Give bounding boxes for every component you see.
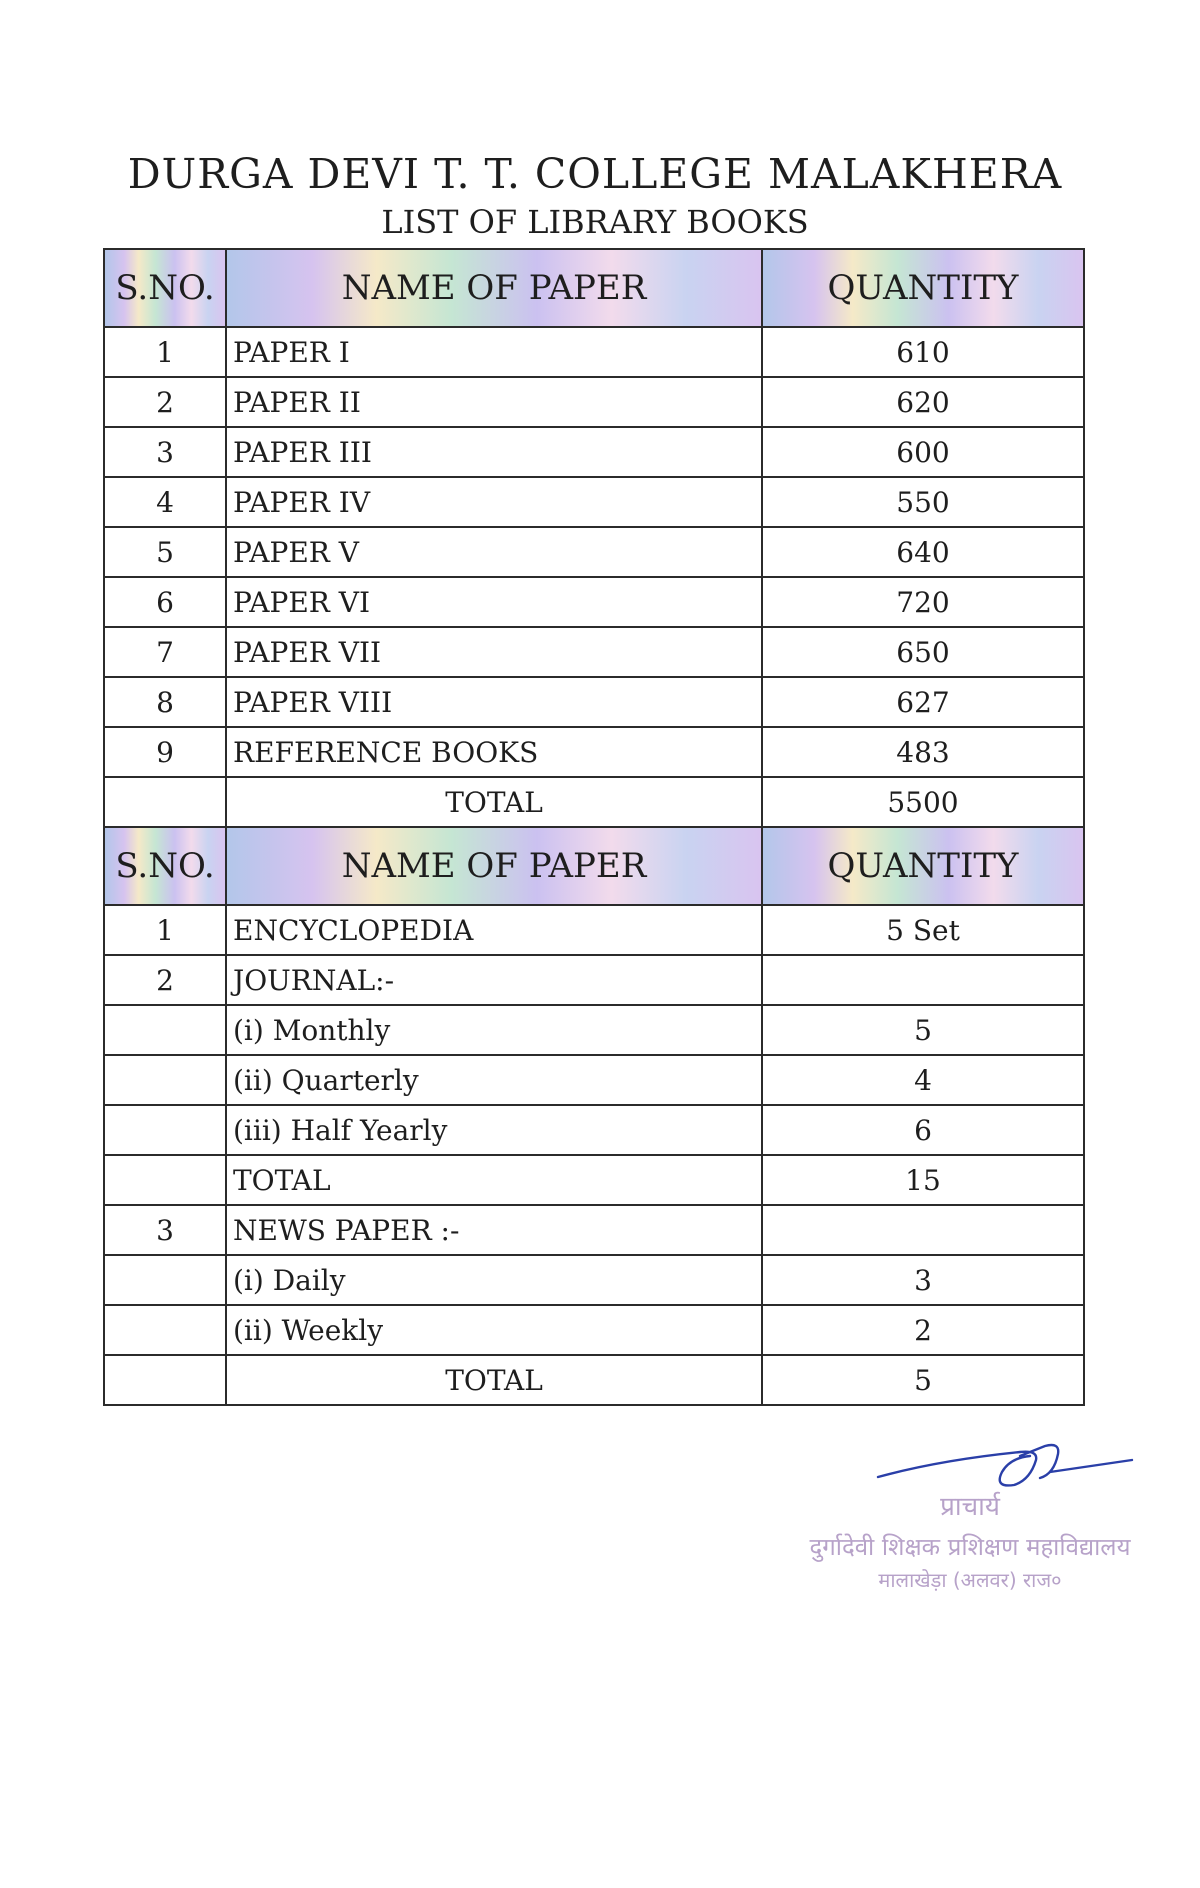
table-row (104, 1005, 1084, 1055)
total-value: 5 (762, 1355, 1084, 1405)
header-name: NAME OF PAPER (226, 249, 762, 327)
row-quantity: 550 (762, 477, 1084, 527)
header-quantity: QUANTITY (762, 249, 1084, 327)
table-row (104, 577, 1084, 627)
row-sno: 9 (104, 727, 226, 777)
row-name: PAPER I (226, 327, 762, 377)
row-name: PAPER III (226, 427, 762, 477)
row-sno: 5 (104, 527, 226, 577)
table-row (104, 1105, 1084, 1155)
row-name: (i) Daily (226, 1255, 762, 1305)
table-row (104, 527, 1084, 577)
row-sno (104, 1105, 226, 1155)
row-quantity: 5 Set (762, 905, 1084, 955)
table-row (104, 627, 1084, 677)
total-row (104, 777, 1084, 827)
header-row (104, 249, 1084, 327)
header-row (104, 827, 1084, 905)
row-quantity (762, 955, 1084, 1005)
table-row (104, 1155, 1084, 1205)
row-quantity: 650 (762, 627, 1084, 677)
row-quantity (762, 1205, 1084, 1255)
row-quantity: 600 (762, 427, 1084, 477)
row-sno: 2 (104, 955, 226, 1005)
row-quantity: 620 (762, 377, 1084, 427)
header-sno: S.NO. (104, 249, 226, 327)
library-books-table-body (104, 249, 1084, 1405)
total-row (104, 1355, 1084, 1405)
row-name: (ii) Weekly (226, 1305, 762, 1355)
row-name: PAPER IV (226, 477, 762, 527)
table-row (104, 1055, 1084, 1105)
row-name: TOTAL (226, 1155, 762, 1205)
row-sno: 2 (104, 377, 226, 427)
row-quantity: 627 (762, 677, 1084, 727)
table-row (104, 1205, 1084, 1255)
row-quantity: 720 (762, 577, 1084, 627)
row-quantity: 483 (762, 727, 1084, 777)
table-row (104, 477, 1084, 527)
header-sno: S.NO. (104, 827, 226, 905)
document-subtitle: LIST OF LIBRARY BOOKS (381, 203, 809, 241)
table-row (104, 377, 1084, 427)
row-name: PAPER VI (226, 577, 762, 627)
row-sno: 8 (104, 677, 226, 727)
seal-line-2: दुर्गादेवी शिक्षक प्रशिक्षण महाविद्यालय (809, 1533, 1131, 1561)
row-name: (iii) Half Yearly (226, 1105, 762, 1155)
row-quantity: 4 (762, 1055, 1084, 1105)
row-sno: 3 (104, 1205, 226, 1255)
row-sno (104, 1255, 226, 1305)
row-quantity: 15 (762, 1155, 1084, 1205)
row-name: (ii) Quarterly (226, 1055, 762, 1105)
row-sno: 6 (104, 577, 226, 627)
row-name: JOURNAL:- (226, 955, 762, 1005)
table-row (104, 677, 1084, 727)
table-row (104, 327, 1084, 377)
row-quantity: 610 (762, 327, 1084, 377)
table-row (104, 427, 1084, 477)
total-value: 5500 (762, 777, 1084, 827)
row-sno: 7 (104, 627, 226, 677)
row-sno (104, 1055, 226, 1105)
table-row (104, 1305, 1084, 1355)
header-name: NAME OF PAPER (226, 827, 762, 905)
row-sno: 3 (104, 427, 226, 477)
row-quantity: 6 (762, 1105, 1084, 1155)
row-name: REFERENCE BOOKS (226, 727, 762, 777)
row-sno: 4 (104, 477, 226, 527)
table-row (104, 727, 1084, 777)
total-label: TOTAL (226, 1355, 762, 1405)
row-quantity: 2 (762, 1305, 1084, 1355)
row-quantity: 5 (762, 1005, 1084, 1055)
row-quantity: 3 (762, 1255, 1084, 1305)
row-name: PAPER VII (226, 627, 762, 677)
row-name: PAPER V (226, 527, 762, 577)
table-row (104, 955, 1084, 1005)
total-label: TOTAL (226, 777, 762, 827)
seal-line-1: प्राचार्य (940, 1492, 1000, 1522)
table-row (104, 1255, 1084, 1305)
row-name: PAPER VIII (226, 677, 762, 727)
seal-line-3: मालाखेड़ा (अलवर) राज० (878, 1568, 1062, 1592)
row-name: (i) Monthly (226, 1005, 762, 1055)
total-sno-empty (104, 1355, 226, 1405)
table-row (104, 905, 1084, 955)
row-sno: 1 (104, 327, 226, 377)
row-sno (104, 1305, 226, 1355)
row-name: NEWS PAPER :- (226, 1205, 762, 1255)
college-title: DURGA DEVI T. T. COLLEGE MALAKHERA (127, 150, 1063, 198)
principal-signature-seal (770, 1430, 1190, 1620)
row-sno (104, 1005, 226, 1055)
library-books-table (103, 248, 1085, 1406)
row-name: PAPER II (226, 377, 762, 427)
row-name: ENCYCLOPEDIA (226, 905, 762, 955)
header-quantity: QUANTITY (762, 827, 1084, 905)
row-sno: 1 (104, 905, 226, 955)
row-quantity: 640 (762, 527, 1084, 577)
total-sno-empty (104, 777, 226, 827)
row-sno (104, 1155, 226, 1205)
